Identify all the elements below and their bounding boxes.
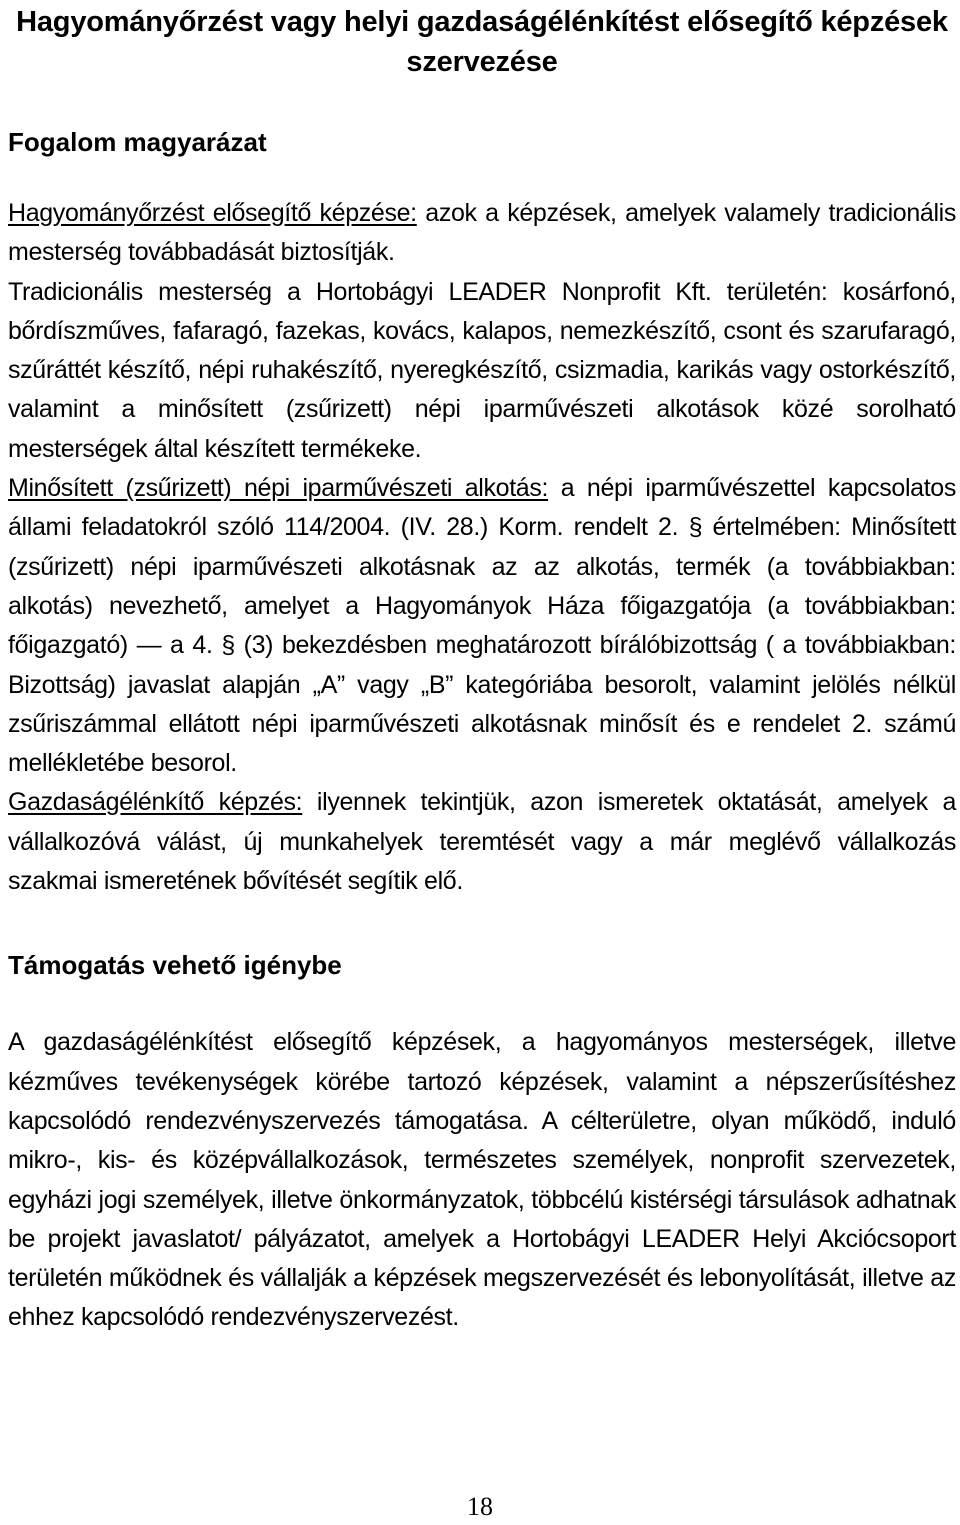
- term-hagyomanyorzes: Hagyományőrzést elősegítő képzése:: [8, 199, 417, 227]
- definition-text: azok a képzések, amelyek valamely tradicionális mesterség továbbadását biztosítják.: [8, 199, 957, 267]
- page-number: 18: [467, 1492, 493, 1521]
- paragraph-text: A gazdaságélénkítést elősegítő képzések, a hagyományos mesterségek, illetve kézműves tevékenységek körébe tartozó képzések, valamint a népszerűsítéshez kapcsolódó rendezvényszervezés támogatása. A célterületre, olyan működő, induló mikro-, kis- és középvállalkozások, természetes személyek, nonprofit szervezetek, egyházi jogi személyek, illetve önkormányzatok, többcélú kistérségi társulások adhatnak be projekt javaslatot/ pályázatot, amelyek a Hortobágyi LEADER Helyi Akciócsoport területén működnek és vállalják a képzések megszervezését és lebonyolítását, illetve az ehhez kapcsolódó rendezvényszervezést.: [8, 1028, 956, 1332]
- section-heading-tamogatas: Támogatás vehető igénybe: [8, 950, 342, 981]
- definition-gazdasagelenkito: [8, 783, 956, 901]
- section-heading-fogalom: Fogalom magyarázat: [8, 127, 267, 157]
- term-minositett-alkotas: Minősített (zsűrizett) népi iparművészeti alkotás:: [8, 474, 549, 503]
- document-title: Hagyományőrzést vagy helyi gazdaságélénkítést elősegítő képzések szervezése: [16, 6, 948, 78]
- paragraph-tradicionalis-mesterseg: [8, 273, 956, 469]
- definition-text: a népi iparművészettel kapcsolatos állami feladatokról szóló 114/2004. (IV. 28.) Korm. rendelt 2. § értelmében: Minősített (zsűrizett) népi iparművészeti alkotásnak az az alkotás, termék (a továbbiakban: alkotás) nevezhető, amelyet a Hagyományok Háza főigazgatója (a továbbiakban: főigazgató) — a 4. § (3) bekezdésben meghatározott bírálóbizottság ( a továbbiakban: Bizottság) javaslat alapján „A” vagy „B” kategóriába besorolt, valamint jelölés nélkül zsűriszámmal ellátott népi iparművészeti alkotásnak minősít és e rendelet 2. számú mellékletébe besorol.: [8, 474, 956, 778]
- definition-minositett-alkotas: [8, 469, 956, 783]
- paragraph-tamogatas: [8, 1023, 956, 1337]
- document-page: [8, 0, 956, 1338]
- definition-hagyomanyorzes: [8, 194, 956, 273]
- definition-text: ilyennek tekintjük, azon ismeretek oktatását, amelyek a vállalkozóvá válást, új munkahelyek teremtését vagy a már meglévő vállalkozás szakmai ismeretének bővítését segítik elő.: [8, 788, 956, 896]
- paragraph-text: Tradicionális mesterség a Hortobágyi LEADER Nonprofit Kft. területén: kosárfonó, bőrdíszműves, fafaragó, fazekas, kovács, kalapos, nemezkészítő, csont és szarufaragó, szűráttét készítő, népi ruhakészítő, nyeregkészítő, csizmadia, karikás vagy ostorkészítő, valamint a minősített (zsűrizett) népi iparművészeti alkotások közé sorolható mesterségek által készített termékeke.: [8, 277, 956, 463]
- term-gazdasagelenkito: Gazdaságélénkítő képzés:: [8, 788, 303, 817]
